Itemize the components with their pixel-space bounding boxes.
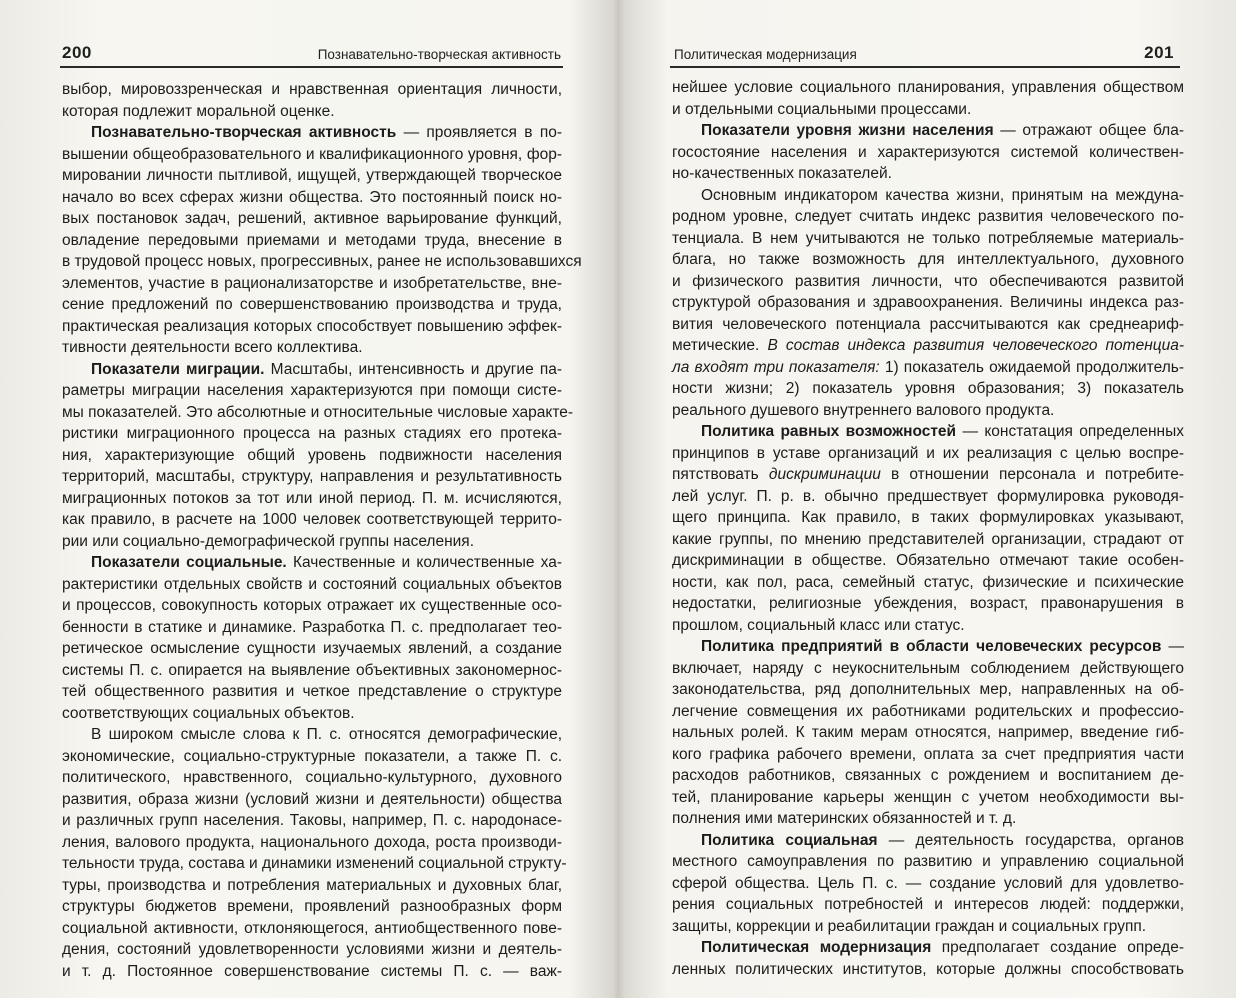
line-text: законодательства, ряд дополнительных мер, направленных на об- <box>672 681 1184 698</box>
left-page-body <box>62 79 582 982</box>
line-text: блага, но также возможность для интеллектуального, духовного <box>672 251 1184 268</box>
text-line <box>672 873 1184 895</box>
line-text: бенности в статике и динамике. Разработка П. с. предполагает тео- <box>62 618 562 636</box>
text-line <box>62 509 562 531</box>
text-line <box>672 787 1184 809</box>
line-text: мировании личности пытливой, ищущей, утверждающей творческое <box>62 167 562 184</box>
text-line <box>672 658 1184 680</box>
line-text: щего принципа. Как правило, в таких формулировках указывают, <box>672 509 1184 526</box>
line-text: Качественные и количественные ха- <box>286 554 563 571</box>
italic-text: В состав индекса развития человеческого потенциа- <box>767 337 1185 354</box>
line-text: — констатация определенных <box>956 423 1184 440</box>
line-text: нальных ролей. К таким мерам относятся, например, введение гиб- <box>672 724 1184 741</box>
text-line <box>672 206 1184 228</box>
right-page <box>618 0 1236 998</box>
text-line <box>672 99 1184 121</box>
text-line <box>62 832 562 854</box>
left-page-number: 200 <box>62 43 92 62</box>
line-text: мы показателей. Это абсолютные и относительные числовые характе- <box>62 403 574 421</box>
line-text: туры, производства и потребления материальных и духовных благ, <box>62 876 562 894</box>
line-text: какие группы, по мнению представителей организации, страдают от <box>672 530 1184 548</box>
line-text: рактеристики отдельных свойств и состояний социальных объектов <box>62 575 562 593</box>
text-line <box>62 810 562 832</box>
line-text: ности, как пол, раса, семейный статус, физические и психические <box>672 573 1184 591</box>
line-text: практическая реализация которых способствует повышению эффек- <box>62 317 562 335</box>
right-running-head-title: Политическая модернизация <box>674 47 857 62</box>
line-text: ленных политических институтов, которые должны способствовать <box>672 960 1184 978</box>
line-text: тивности деятельности всего коллектива. <box>62 339 363 356</box>
line-text: 1) показатель ожидаемой продолжитель- <box>879 358 1184 376</box>
text-line <box>672 679 1184 701</box>
line-text: миграционных потоков за тот или иной период. П. м. исчисляются, <box>62 489 562 507</box>
line-text: пятствовать <box>672 466 769 483</box>
text-line <box>62 337 562 359</box>
text-line <box>672 142 1184 164</box>
text-line <box>62 660 562 682</box>
text-line <box>672 701 1184 723</box>
italic-text: дискриминации <box>768 466 881 483</box>
line-text: политического, нравственного, социально-культурного, духовного <box>62 769 562 786</box>
right-page-body <box>672 77 1184 980</box>
text-line <box>672 593 1184 615</box>
left-running-header <box>60 44 563 68</box>
text-line <box>672 77 1184 99</box>
text-line <box>62 918 562 940</box>
line-text: ристики миграционного процесса на разных стадиях его протека- <box>62 425 562 442</box>
text-line <box>62 767 562 789</box>
line-text: тей, планирование карьеры женщин с учетом необходимости вы- <box>672 788 1184 806</box>
text-line <box>672 765 1184 787</box>
line-text: тельности труда, состава и динамики изменений социальной структу- <box>62 855 567 872</box>
line-text: сферой общества. Цель П. с. — создание условий для удовлетво- <box>672 874 1184 892</box>
text-line <box>672 292 1184 314</box>
line-text: местного самоуправления по развитию и управлению социальной <box>672 853 1184 870</box>
text-line <box>672 959 1184 981</box>
right-page-number: 201 <box>1144 43 1174 62</box>
line-text: ления, валового продукта, национального дохода, роста производи- <box>62 833 562 851</box>
text-line <box>62 746 562 768</box>
line-text: сение предложений по совершенствованию производства и труда, <box>62 296 562 313</box>
text-line <box>62 724 562 746</box>
text-line <box>672 335 1184 357</box>
line-text: рии или социально-демографической группы населения. <box>62 532 475 550</box>
line-text: которая подлежит моральной оценке. <box>62 102 335 120</box>
text-line <box>672 937 1184 959</box>
line-text: ности жизни; 2) показатель уровня образования; 3) показатель <box>672 380 1184 397</box>
text-line <box>62 122 562 144</box>
text-line <box>62 531 562 553</box>
text-line <box>672 486 1184 508</box>
line-text: предполагает создание опреде- <box>931 939 1184 956</box>
term-heading: Политика предприятий в области человеческих ресурсов <box>701 638 1162 655</box>
line-text: и т. д. Постоянное совершенствование системы П. с. — важ- <box>62 962 562 980</box>
line-text: экономические, социально-структурные показатели, а также П. с. <box>62 747 562 765</box>
line-text: рения социальных потребностей и интересов людей: поддержки, <box>672 896 1184 913</box>
text-line <box>62 445 562 467</box>
line-text: социальной активности, отклоняющегося, антиобщественного пове- <box>62 919 562 937</box>
text-line <box>62 316 562 338</box>
line-text: тей общественного развития и четкое представление о структуре <box>62 683 562 700</box>
text-line <box>62 595 562 617</box>
text-line <box>672 529 1184 551</box>
line-text: в трудовой процесс новых, прогрессивных, ранее не использовавшихся <box>62 253 582 270</box>
text-line <box>672 163 1184 185</box>
line-text: и физического развития личности, что обеспечиваются развитой <box>672 272 1184 290</box>
line-text: — <box>1161 638 1184 655</box>
line-text: тенциала. В нем учитываются не только потребляемые материаль- <box>672 229 1184 247</box>
line-text: — отражают общее бла- <box>993 122 1184 139</box>
term-heading: Показатели социальные. <box>91 554 287 571</box>
text-line <box>62 853 567 875</box>
line-text: реального душевого внутреннего валового продукта. <box>672 401 1055 419</box>
term-heading: Политика социальная <box>701 831 878 849</box>
text-line <box>672 378 1184 400</box>
text-line <box>62 251 582 273</box>
text-line <box>62 552 562 574</box>
right-running-header <box>670 44 1180 68</box>
line-text: выбор, мировоззренческая и нравственная ориентация личности, <box>62 81 562 98</box>
text-line <box>62 703 562 725</box>
text-line <box>672 357 1184 379</box>
line-text: Масштабы, интенсивность и другие па- <box>264 360 563 378</box>
left-running-head-title: Познавательно-творческая активность <box>317 47 561 62</box>
text-line <box>62 617 562 639</box>
text-line <box>62 789 562 811</box>
text-line <box>672 185 1184 207</box>
line-text: развития, образа жизни (условий жизни и деятельности) общества <box>62 790 562 808</box>
line-text: и процессов, совокупность которых отражает их существенные осо- <box>62 597 562 614</box>
line-text: Основным индикатором качества жизни, принятым на междуна- <box>701 186 1184 204</box>
text-line <box>62 875 562 897</box>
text-line <box>62 402 574 424</box>
text-line <box>672 271 1184 293</box>
italic-text: ла входят три показателя: <box>672 358 880 376</box>
text-line <box>62 466 562 488</box>
term-heading: Политика равных возможностей <box>701 423 957 440</box>
text-line <box>672 507 1184 529</box>
text-line <box>672 228 1184 250</box>
line-text: дения, состояний удовлетворенности условиями жизни и деятель- <box>62 941 562 958</box>
line-text: овладение передовыми приемами и методами труда, внесение в <box>62 231 562 249</box>
text-line <box>672 808 1184 830</box>
text-line <box>672 615 1184 637</box>
term-heading: Показатели уровня жизни населения <box>701 122 994 139</box>
text-line <box>62 638 562 660</box>
text-line <box>62 165 562 187</box>
line-text: структуры бюджетов времени, проявлений разнообразных форм <box>62 898 562 915</box>
line-text: — проявляется в по- <box>396 124 562 141</box>
text-line <box>62 230 562 252</box>
line-text: госостояние населения и характеризуются системой количествен- <box>672 143 1184 161</box>
line-text: вития человеческого потенциала рассчитываются как среднеариф- <box>672 315 1184 333</box>
line-text: защиты, коррекции и реабилитации граждан и социальных групп. <box>672 917 1147 935</box>
line-text: структурой образования и здравоохранения. Величины индекса раз- <box>672 294 1184 311</box>
line-text: ретическое осмысление сущности изучаемых явлений, а создание <box>62 640 562 657</box>
line-text: нейшее условие социального планирования, управления обществом <box>672 79 1184 96</box>
line-text: как правило, в расчете на 1000 человек соответствующей террито- <box>62 511 562 528</box>
text-line <box>62 681 562 703</box>
text-line <box>672 636 1184 658</box>
line-text: кого графика рабочего времени, оплата за счет предприятия части <box>672 745 1184 763</box>
text-line <box>62 423 562 445</box>
text-line <box>672 572 1184 594</box>
text-line <box>62 144 562 166</box>
line-text: территорий, масштабы, структуру, направления и результативность <box>62 468 562 485</box>
line-text: и отдельными социальными процессами. <box>672 100 972 118</box>
text-line <box>672 550 1184 572</box>
line-text: ния, характеризующие общий уровень подвижности населения <box>62 446 562 464</box>
line-text: вых постановок задач, решений, активное варьирование функций, <box>62 210 562 227</box>
line-text: недостатки, религиозные убеждения, возраст, правонарушения в <box>672 595 1184 612</box>
line-text: — деятельность государства, органов <box>877 831 1184 849</box>
line-text: раметры миграции населения характеризуются при помощи систе- <box>62 382 562 399</box>
line-text: В широком смысле слова к П. с. относятся демографические, <box>91 726 562 743</box>
text-line <box>672 314 1184 336</box>
text-line <box>62 101 562 123</box>
line-text: родном уровне, следует считать индекс развития человеческого по- <box>672 208 1184 225</box>
line-text: лей услуг. П. р. в. обычно предшествует формулировка руководя- <box>672 487 1184 505</box>
text-line <box>672 421 1184 443</box>
line-text: прошлом, социальный класс или статус. <box>672 616 965 634</box>
text-line <box>62 273 562 295</box>
text-line <box>62 574 562 596</box>
text-line <box>672 744 1184 766</box>
line-text: в отношении персонала и потребите- <box>880 466 1184 483</box>
line-text: но-качественных показателей. <box>672 165 892 182</box>
text-line <box>62 380 562 402</box>
text-line <box>62 359 562 381</box>
text-line <box>672 249 1184 271</box>
line-text: соответствующих социальных объектов. <box>62 704 355 722</box>
text-line <box>672 894 1184 916</box>
text-line <box>672 443 1184 465</box>
line-text: дискриминации в обществе. Обязательно отмечают такие особен- <box>672 552 1184 569</box>
text-line <box>672 400 1184 422</box>
line-text: включает, наряду с неукоснительным соблюдением действующего <box>672 659 1184 677</box>
text-line <box>62 208 562 230</box>
line-text: расходов работников, связанных с рождением и воспитанием де- <box>672 767 1184 784</box>
text-line <box>62 961 562 983</box>
text-line <box>62 939 562 961</box>
text-line <box>672 464 1184 486</box>
line-text: элементов, участие в рационализаторстве и изобретательстве, вне- <box>62 274 562 292</box>
text-line <box>62 187 562 209</box>
text-line <box>62 79 562 101</box>
term-heading: Политическая модернизация <box>701 939 932 956</box>
line-text: полнения ими материнских обязанностей и т. д. <box>672 810 1017 827</box>
line-text: принципов в уставе организаций и их реализация с целью воспре- <box>672 444 1184 462</box>
text-line <box>672 916 1184 938</box>
line-text: начало во всех сферах жизни общества. Это постоянный поиск но- <box>62 188 562 206</box>
line-text: метические. <box>672 337 768 354</box>
term-heading: Познавательно-творческая активность <box>91 124 397 141</box>
text-line <box>672 830 1184 852</box>
line-text: легчение совмещения их работниками родительских и профессио- <box>672 702 1184 720</box>
text-line <box>62 294 562 316</box>
line-text: системы П. с. опирается на выявление объективных закономернос- <box>62 661 562 679</box>
term-heading: Показатели миграции. <box>91 360 265 378</box>
line-text: и различных групп населения. Таковы, например, П. с. народонасе- <box>62 812 562 829</box>
text-line <box>62 896 562 918</box>
text-line <box>62 488 562 510</box>
text-line <box>672 851 1184 873</box>
line-text: вышении общеобразовательного и квалификационного уровня, фор- <box>62 145 562 163</box>
text-line <box>672 120 1184 142</box>
text-line <box>672 722 1184 744</box>
